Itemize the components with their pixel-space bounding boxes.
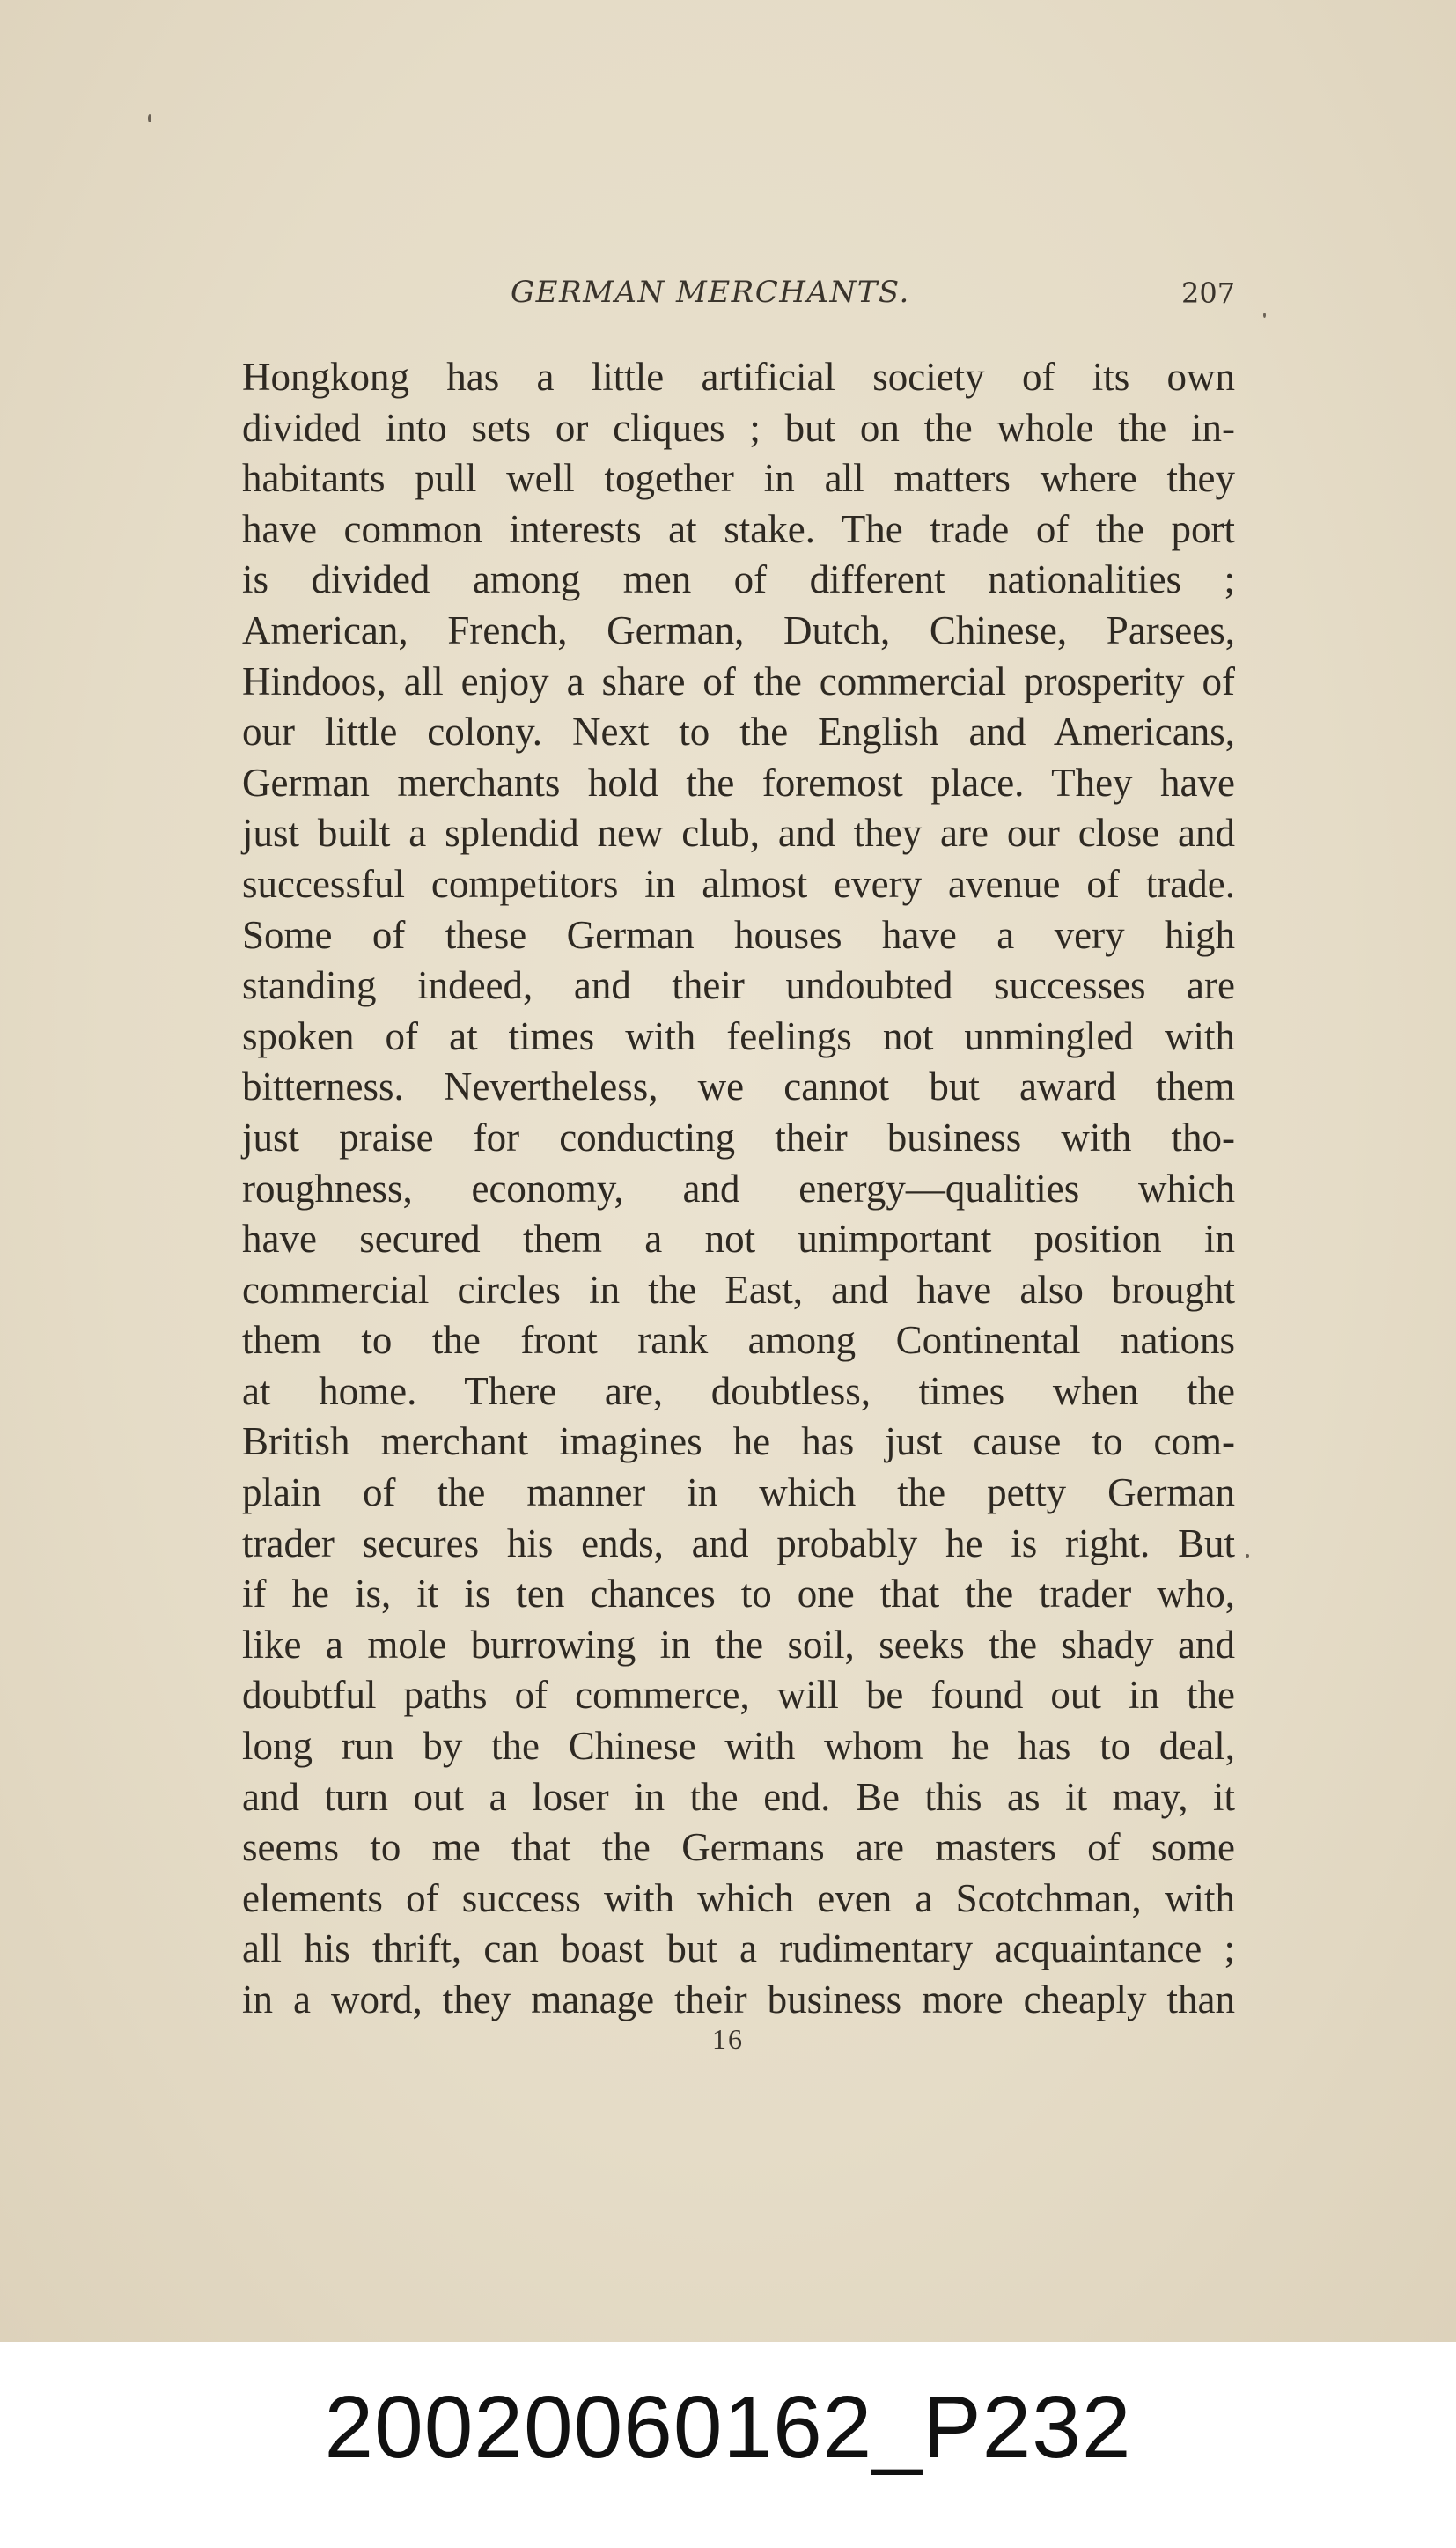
body-text bbox=[242, 352, 1235, 2026]
text-line: German merchants hold the foremost place. They have bbox=[242, 760, 1235, 805]
paper-speck bbox=[1246, 1554, 1249, 1558]
text-line: divided into sets or cliques ; but on the whole the in- bbox=[242, 405, 1235, 450]
text-line: in a word, they manage their business more cheaply than bbox=[242, 1977, 1235, 2021]
text-line: standing indeed, and their undoubted successes are bbox=[242, 963, 1235, 1008]
paper-speck bbox=[148, 114, 151, 122]
text-line: habitants pull well together in all matters where they bbox=[242, 456, 1235, 501]
image-caption: 20020060162_P232 bbox=[324, 2378, 1132, 2477]
text-line: Hindoos, all enjoy a share of the commercial prosperity of bbox=[242, 659, 1235, 703]
text-line: Some of these German houses have a very high bbox=[242, 912, 1235, 957]
text-line: is divided among men of different nationalities ; bbox=[242, 557, 1235, 602]
text-line: British merchant imagines he has just cause to com- bbox=[242, 1419, 1235, 1464]
text-line: commercial circles in the East, and have also brought bbox=[242, 1267, 1235, 1312]
text-line: just built a splendid new club, and they are our close and bbox=[242, 811, 1235, 856]
signature-mark: 16 bbox=[712, 2023, 744, 2055]
text-line: plain of the manner in which the petty German bbox=[242, 1470, 1235, 1515]
text-line: successful competitors in almost every avenue of trade. bbox=[242, 861, 1235, 906]
text-line: just praise for conducting their business with tho- bbox=[242, 1115, 1235, 1160]
text-line: have secured them a not unimportant position in bbox=[242, 1217, 1235, 1262]
text-line: elements of success with which even a Scotchman, with bbox=[242, 1875, 1235, 1920]
text-line: American, French, German, Dutch, Chinese, Parsees, bbox=[242, 608, 1235, 652]
text-line: spoken of at times with feelings not unmingled with bbox=[242, 1013, 1235, 1058]
text-line: seems to me that the Germans are masters of some bbox=[242, 1825, 1235, 1870]
running-head bbox=[0, 275, 1456, 319]
text-line: bitterness. Nevertheless, we cannot but award them bbox=[242, 1064, 1235, 1109]
text-line: trader secures his ends, and probably he is right. But bbox=[242, 1521, 1235, 1565]
text-line: at home. There are, doubtless, times when the bbox=[242, 1368, 1235, 1413]
text-line: all his thrift, can boast but a rudimentary acquaintance ; bbox=[242, 1926, 1235, 1971]
text-line: long run by the Chinese with whom he has to deal, bbox=[242, 1724, 1235, 1769]
running-head-title: GERMAN MERCHANTS. bbox=[511, 275, 910, 310]
text-line: our little colony. Next to the English and Americans, bbox=[242, 710, 1235, 755]
text-line: like a mole burrowing in the soil, seeks the shady and bbox=[242, 1622, 1235, 1667]
text-line: and turn out a loser in the end. Be this as it may, it bbox=[242, 1774, 1235, 1819]
page-number: 207 bbox=[1181, 276, 1236, 310]
text-line: roughness, economy, and energy—qualities which bbox=[242, 1166, 1235, 1211]
text-line: them to the front rank among Continental nations bbox=[242, 1318, 1235, 1363]
text-line: Hongkong has a little artificial society of its own bbox=[242, 355, 1235, 399]
text-line: have common interests at stake. The trade of the port bbox=[242, 506, 1235, 551]
text-line: doubtful paths of commerce, will be found out in the bbox=[242, 1673, 1235, 1718]
text-line: if he is, it is ten chances to one that the trader who, bbox=[242, 1572, 1235, 1616]
